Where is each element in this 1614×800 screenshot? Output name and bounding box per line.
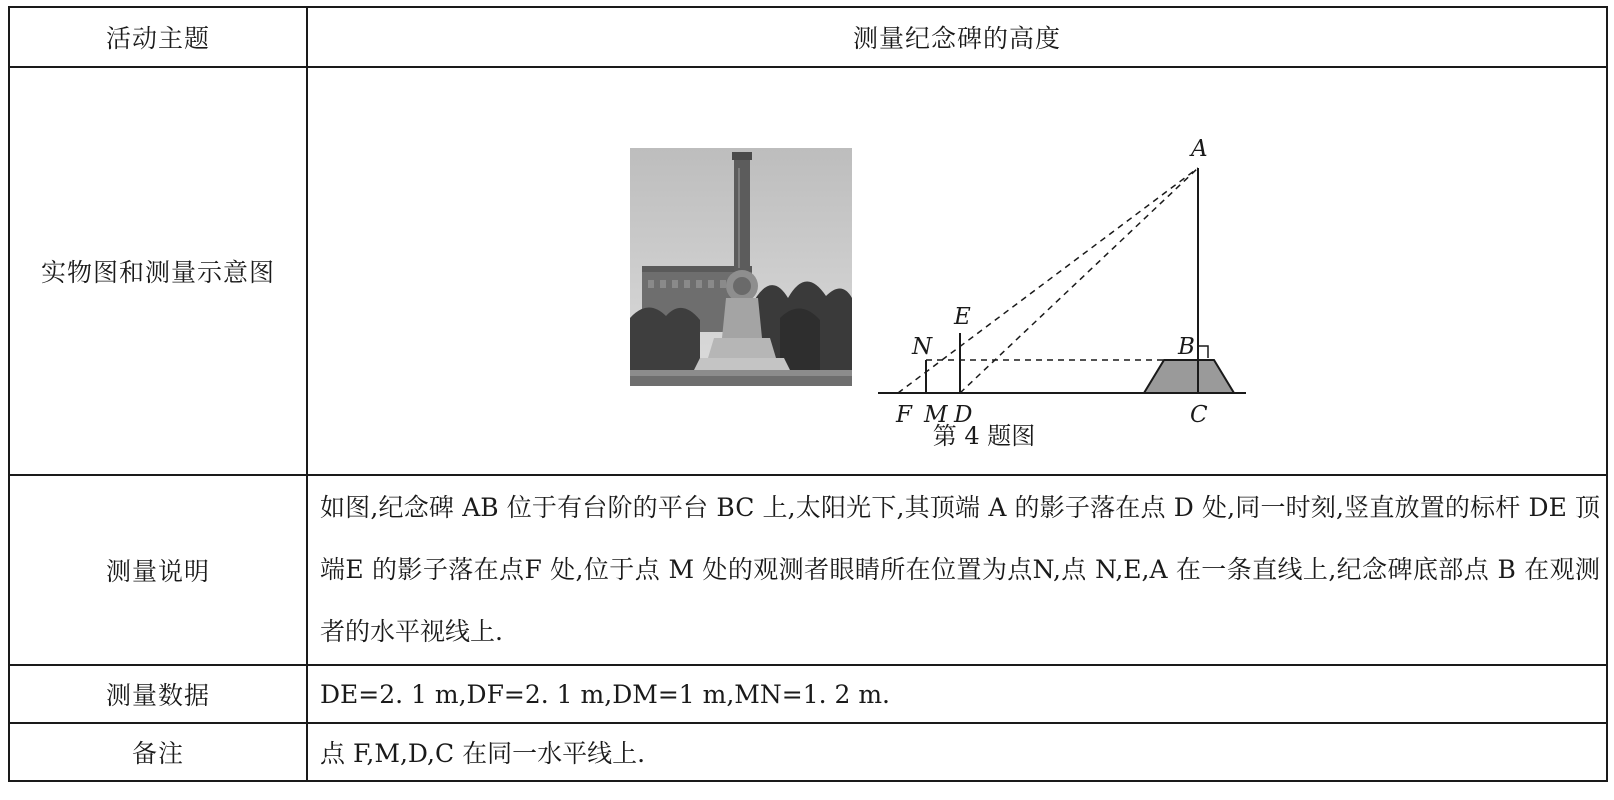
point-label-a: A	[1191, 136, 1208, 162]
row-label-note: 备注	[9, 723, 307, 781]
description-cell	[307, 475, 1607, 665]
table-row	[9, 723, 1607, 781]
table-row	[9, 7, 1607, 67]
table-row	[9, 475, 1607, 665]
point-label-c: C	[1190, 402, 1208, 428]
table-row	[9, 67, 1607, 475]
point-label-m: M	[924, 402, 948, 428]
measurement-description: 如图,纪念碑 AB 位于有台阶的平台 BC 上,太阳光下,其顶端 A 的影子落在点 D 处,同一时刻,竖直放置的标杆 DE 顶端E 的影子落在点F 处,位于点 M 处的观测者眼睛所在位置为点N,点 N,E,A 在一条直线上,纪念碑底部点 B 在观测者的水平视线上.	[320, 493, 1600, 646]
table-row	[9, 665, 1607, 723]
row-label-data: 测量数据	[9, 665, 307, 723]
point-label-n: N	[912, 334, 933, 360]
figure-caption: 第 4 题图	[932, 422, 1036, 450]
right-angle-mark	[1198, 346, 1208, 358]
platform-bc	[1144, 360, 1234, 393]
remark-text: 点 F,M,D,C 在同一水平线上.	[320, 739, 646, 768]
figure-cell	[307, 67, 1607, 475]
measurement-diagram	[878, 88, 1298, 428]
monument-photo	[630, 148, 852, 386]
measurement-data: DE=2. 1 m,DF=2. 1 m,DM=1 m,MN=1. 2 m.	[320, 679, 891, 709]
activity-topic: 测量纪念碑的高度	[307, 7, 1607, 67]
point-label-e: E	[954, 304, 971, 330]
row-label-figure: 实物图和测量示意图	[9, 67, 307, 475]
note-cell	[307, 723, 1607, 781]
point-label-d: D	[954, 402, 973, 428]
point-label-f: F	[896, 402, 912, 428]
activity-table	[8, 6, 1608, 782]
data-cell	[307, 665, 1607, 723]
point-label-b: B	[1178, 334, 1195, 360]
row-label-description: 测量说明	[9, 475, 307, 665]
row-label-topic: 活动主题	[9, 7, 307, 67]
figure-area	[308, 68, 1606, 474]
monument-photo-image	[630, 148, 852, 386]
